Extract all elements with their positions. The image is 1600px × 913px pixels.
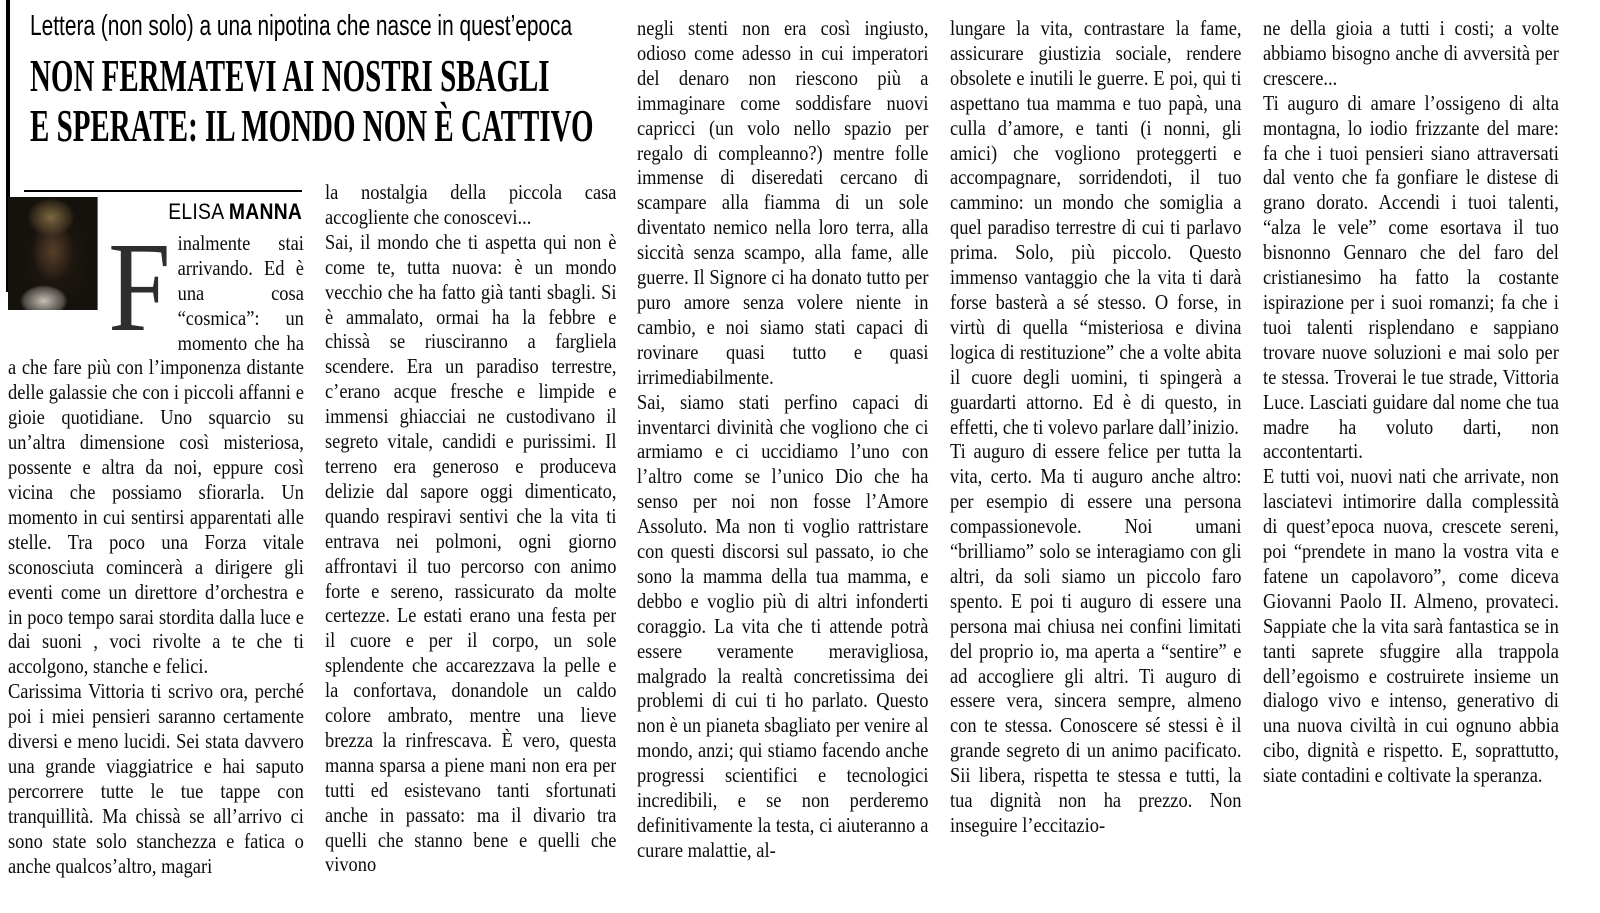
column-2 — [325, 180, 616, 913]
byline-first-name: ELISA — [168, 199, 224, 224]
column-4-body — [950, 16, 1241, 838]
kicker: Lettera (non solo) a una nipotina che nasce in quest’epoca — [30, 10, 573, 42]
headline-line-1: NON FERMATEVI AI NOSTRI SBAGLI — [30, 50, 550, 101]
paragraph: la nostalgia della piccola casa accogliente che conoscevi... — [325, 180, 616, 229]
column-5 — [1263, 16, 1559, 913]
paragraph: inalmente stai arrivando. Ed è una cosa “cosmica”: un momento che ha a che fare più con l’imponenza distante delle galassie che con i piccoli affanni e gioie quotidiane. Uno squarcio su un’altra dimensione così misteriosa, possente e altra da noi, eppure così vicina che possiamo sfiorarla. Un momento in cui sentirsi apparentati alle stelle. Tra poco una Forza vitale sconosciuta comincerà a dirigere gli eventi come un direttore d’orchestra e in poco tempo sarai stordita dalla luce e dai suoni , voci rivolte a te che ti accolgono, stanche e felici. — [8, 230, 304, 679]
paragraph: negli stenti non era così ingiusto, odioso come adesso in cui imperatori del denaro non riescono più a immaginare come soddisfare nuovi capricci (un volo nello spazio per regalo di compleanno?) mentre folle immense di diseredati cercano di scampare alla fiamma di un sole diventato nemico nella loro terra, alla siccità senza scampo, alla fame, alle guerre. Il Signore ci ha donato tutto per puro amore senza volere niente in cambio, e noi siamo stati capaci di rovinare quasi tutto e quasi irrimediabilmente. — [637, 16, 929, 389]
paragraph: Sai, siamo stati perfino capaci di inventarci divinità che vogliono che ci armiamo e ci uccidiamo l’uno con l’altro come se l’unico Dio che ha senso per noi non fosse l’Amore Assoluto. Ma non ti voglio rattristare con questi discorsi sul passato, io che sono la mamma della tua mamma, e debbo e voglio più di altri infonderti coraggio. La vita che ti attende potrà essere veramente meravigliosa, malgrado la realtà concretissima dei problemi di cui ti ho parlato. Questo non è un pianeta sbagliato per venire al mondo, anzi; qui stiamo facendo anche progressi scientifici e tecnologici incredibili, e se non perderemo definitivamente la testa, ci aiuteranno a curare malattie, al- — [637, 389, 929, 862]
paragraph: lungare la vita, contrastare la fame, assicurare giustizia sociale, rendere obsolete e inutili le guerre. E poi, qui ti aspettano tua mamma e tuo papà, una culla d’amore, e tanti (i nonni, gli amici) che vogliono proteggerti e accompagnare, sorridendoti, il tuo cammino: un mondo che somiglia a quel paradiso terrestre di cui ti parlavo prima. Solo, più piccolo. Questo immenso vantaggio che la vita ti darà forse basterà a sé stesso. O forse, in virtù di quella “misteriosa e divina logica di restituzione” che a volte abita il cuore degli uomini, ti spingerà a guardarti attorno. Ed è di questo, in effetti, che ti volevo parlare dall’inizio. — [950, 16, 1242, 439]
column-3-body — [637, 16, 928, 863]
article-header — [30, 10, 630, 151]
byline-last-name: MANNA — [228, 199, 303, 224]
paragraph: E tutti voi, nuovi nati che arrivate, non lasciatevi intimorire dalla complessità di quest’epoca nuova, crescete sereni, poi “prendete in mano la vostra vita e fatene un capolavoro”, come diceva Giovanni Paolo II. Almeno, provateci. Sappiate che la vita sarà fantastica se in tanti saprete sfuggire alla trappola dell’egoismo e costruirete insieme un dialogo vivo e intenso, generativo di una nuova civiltà in cui ognuno abbia cibo, dignità e rispetto. E, soprattutto, siate contadini e coltivate la speranza. — [1263, 464, 1559, 788]
paragraph: Sai, il mondo che ti aspetta qui non è come te, tutta nuova: è un mondo vecchio che ha fatto già tanti sbagli. Si è ammalato, ormai ha la febbre e chissà se riusciranno a fargliela scendere. Era un paradiso terrestre, c’erano acque fresche e limpide e immensi ghiacciai ne custodivano il segreto vitale, candidi e purissimi. Il terreno era generoso e produceva delizie dal sapore oggi dimenticato, quando respiravi sentivi che la vita ti entrava nei polmoni, ogni giorno affrontavi il tuo percorso con animo forte e sereno, rassicurato da molte certezze. Le estati erano una festa per il cuore e per il corpo, un sole splendente che accarezzava la pelle e la confortava, donandole un caldo colore ambrato, mentre una lieve brezza la rinfrescava. È vero, questa manna sparsa a piene mani non era per tutti ed esistevano tanti sfortunati anche in passato: ma il divario tra quelli che stanno bene e quelli che vivono — [325, 229, 616, 877]
paragraph: Ti auguro di essere felice per tutta la vita, certo. Ma ti auguro anche altro: per esempio di essere una persona compassionevole. Noi umani “brilliamo” solo se interagiamo con gli altri, da soli siamo un piccolo faro spento. E poi ti auguro di essere una persona mai chiusa nei confini limitati del proprio io, ma aperta a “sentire” e ad accogliere gli altri. Ti auguro di essere vera, sincera sempre, almeno con te stessa. Conoscere sé stessi è il grande segreto di un animo pacificato. Sii libera, rispetta te stessa e tutti, la tua dignità non ha prezzo. Non inseguire l’eccitazio- — [950, 439, 1242, 837]
drop-cap: F — [108, 215, 171, 358]
headline — [30, 51, 630, 151]
author-photo — [8, 197, 98, 310]
column-2-body — [325, 180, 616, 877]
paragraph: ne della gioia a tutti i costi; a volte abbiamo bisogno anche di avversità per crescere... — [1263, 16, 1559, 90]
column-1 — [8, 190, 304, 913]
paragraph: Ti auguro di amare l’ossigeno di alta montagna, lo iodio frizzante del mare: fa che i tuoi pensieri siano attraversati dal vento che fa gonfiare le distese di grano dorato. Accendi i tuoi talenti, “alza le vele” come esortava il tuo bisnonno Gennaro che del faro del cristianesimo ha fatto la costante ispirazione per i suoi romanzi; fa che i tuoi talenti risplendano e sappiano trovare nuove soluzioni e mai solo per te stessa. Troverai le tue strade, Vittoria Luce. Lasciati guidare dal nome che tua madre ha voluto darti, non accontentarti. — [1263, 90, 1559, 464]
column-3 — [637, 16, 929, 913]
column-4 — [950, 16, 1242, 913]
column-5-body — [1263, 16, 1559, 788]
headline-line-2: E SPERATE: IL MONDO NON È CATTIVO — [30, 100, 594, 151]
column-1-body — [8, 192, 304, 878]
paragraph: Carissima Vittoria ti scrivo ora, perché poi i miei pensieri saranno certamente diversi e meno lucidi. Sei stata davvero una grande viaggiatrice e hai saputo percorrere tutte le tue tappe con tranquillità. Ma chissà se all’arrivo ci sono state solo stanchezza e fatica o anche qualcos’altro, magari — [8, 679, 304, 878]
